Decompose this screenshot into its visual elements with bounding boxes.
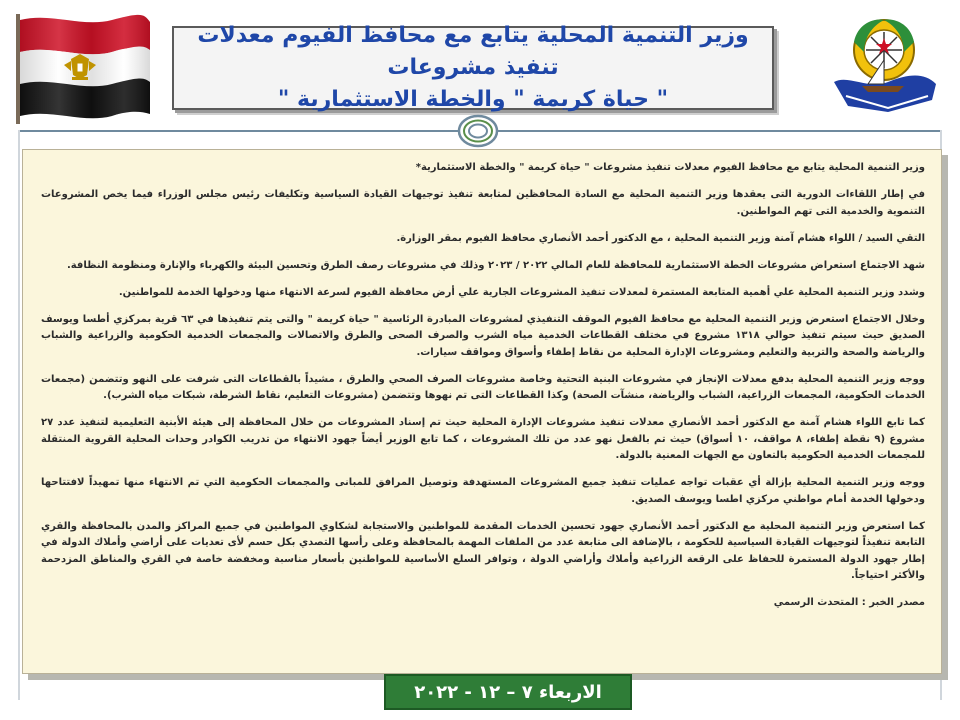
article-paragraph: وشدد وزير التنمية المحلية علي أهمية المتابعة المستمرة لمعدلات تنفيذ المشروعات الجارية علي أرض محافظة الفيوم لسرعة الانتهاء منها ودخولها الخدمة للمواطنين. — [118, 286, 925, 298]
article-paragraph: ووجه وزير التنمية المحلية بإزالة أي عقبات تواجه عمليات تنفيذ جميع المشروعات المستهدفة وتوصيل المرافق للمبانى والمجمعات الحكومية التي تم الانتهاء منها تمهيداً لافتتاحها ودخولها الخدمة أمام مواطني مركزي اطسا ويوسف الصديق. — [41, 477, 925, 505]
egypt-flag-icon — [12, 10, 152, 125]
article-headline-paragraph: وزير التنمية المحلية يتابع مع محافظ الفيوم معدلات تنفيذ مشروعات " حياة كريمة " والخطة الاستثمارية* — [415, 162, 925, 173]
fayoum-governorate-logo — [828, 12, 940, 114]
page-title-line-1: وزير التنمية المحلية يتابع مع محافظ الفيوم معدلات تنفيذ مشروعات — [197, 23, 749, 80]
news-article-body — [22, 149, 942, 674]
article-paragraph: في إطار اللقاءات الدورية التى يعقدها وزير التنمية المحلية مع السادة المحافظين لمتابعة تنفيذ توجيهات القيادة السياسية وتكليفات رئيس مجلس الوزراء فيما يخص المشروعات التنموية والخدمية التى تهم المواطنين. — [41, 189, 925, 217]
publish-date: الاربعاء ٧ – ١٢ - ٢٠٢٢ — [414, 681, 602, 703]
title-box — [172, 23, 774, 112]
article-paragraph: التقي السيد / اللواء هشام آمنة وزير التنمية المحلية ، مع الدكتور أحمد الأنصاري محافظ الفيوم بمقر الوزارة. — [396, 232, 925, 244]
article-paragraph: شهد الاجتماع استعراض مشروعات الخطة الاستثمارية للمحافظة للعام المالي ٢٠٢٢ / ٢٠٢٣ وذلك في مشروعات رصف الطرق وتحسين البيئة والكهرباء والإنارة ومنظومة النظافة. — [66, 259, 925, 271]
ring-ornament-icon — [456, 112, 500, 150]
article-paragraph: كما استعرض وزير التنمية المحلية مع الدكتور أحمد الأنصاري جهود تحسين الخدمات المقدمة للمواطنين والاستجابة لشكاوي المواطنين في جميع المراكز والمدن بالمحافظة والقري التابعة تنفيذاً لتوجيهات القيادة السياسية للحكومة ، بالإضافة الى متابعة عدد من الملفات المهمة بالمحافظة وعلى رأسها التصدي بكل حسم لأى تعديات على أراضي وأملاك الدولة في إطار جهود الدولة المستمرة للحفاظ على الرقعة الزراعية وأملاك وأراضي الدولة ، وتوافر السلع الأساسية للمواطنين بأسعار مناسبة ومخفضة خاصة في القري والمناطق المزدحمة والأكثر احتياجاً. — [41, 520, 925, 581]
news-source-line: مصدر الخبر : المتحدث الرسمي — [773, 597, 925, 608]
article-paragraph: ووجه وزير التنمية المحلية بدفع معدلات الإنجاز في مشروعات البنية التحتية وخاصة مشروعات الصرف الصحي والطرق ، مشيداً بالقطاعات التى شرفت على النهو وتتضمن (مجمعات الخدمات الحكومية، المجمعات الزراعية، الشباب والرياضة، منشآت الصحة) وكذا القطاعات التى تم نهوها وتتضمن (مشروعات التعليم، نقاط الشرطة، شبكات مياه الشرب). — [41, 373, 925, 401]
date-banner — [384, 674, 632, 710]
article-paragraph: وخلال الاجتماع استعرض وزير التنمية المحلية مع محافظ الفيوم الموقف التنفيذي لمشروعات المبادرة الرئاسية " حياة كريمة " والتى يتم تنفيذها في ٦٣ قرية بمركزي أطسا ويوسف الصديق حيث سيتم تنفيذ حوالي ١٣١٨ مشروع في مختلف القطاعات الخدمية مياه الشرب والصرف الصحى والطرق والاتصالات والمجمعات الخدمية الحكومية والزراعية والشباب والرياضة والصحة والتربية والتعليم ومشروعات الإدارة المحلية من نقاط إطفاء وأسواق ومواقف سيارات. — [41, 313, 926, 358]
page-title-line-2: " حياة كريمة " والخطة الاستثمارية " — [277, 87, 669, 112]
article-paragraph: كما تابع اللواء هشام آمنة مع الدكتور أحمد الأنصاري معدلات تنفيذ مشروعات الإدارة المحلية حيث تم إسناد المشروعات من خلال المحافظة إلى هيئة الأبنية التعليمية لتنفيذ عدد ٢٧ مشروع (٩ نقطة إطفاء، ٨ مواقف، ١٠ أسواق) حيث تم بالفعل نهو عدد من تلك المشروعات ، كما تابع الوزير أيضاً جهود الانتهاء من تدريب الكوادر وحدات المحلية القروية المنتقلة للمجمعات الخدمية الحكومية بالتعاون مع الجهات المعنية بالدولة. — [41, 417, 925, 461]
page-border-left — [18, 130, 20, 700]
